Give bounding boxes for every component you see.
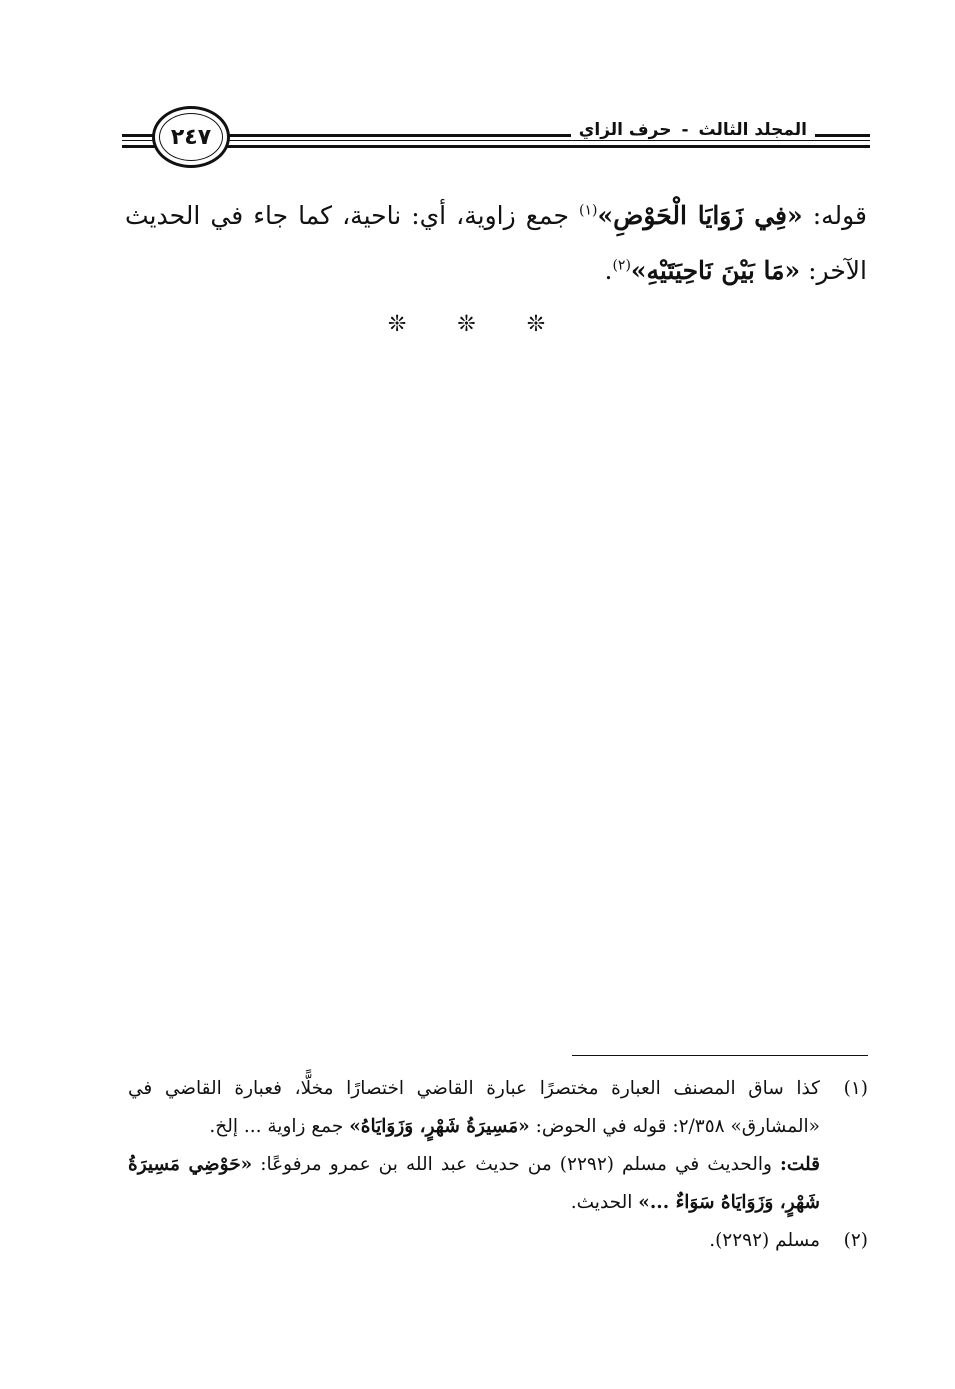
footnotes: [128, 1070, 868, 1260]
chapter-label: حرف الزاي: [578, 120, 672, 140]
footnote-1-label: قلت:: [780, 1154, 820, 1175]
running-header: [122, 100, 870, 180]
volume-label: المجلد الثالث: [698, 120, 807, 140]
footnote-1-para-1: [128, 1070, 820, 1146]
paragraph-end: .: [604, 256, 613, 285]
footnote-1-text: كذا ساق المصنف العبارة مختصرًا عبارة القاضي اختصارًا مخلًّا، فعبارة القاضي في «المشارق» ٢/٣٥٨: قوله في الحوض:: [128, 1078, 820, 1137]
footnote-1-para-2: [128, 1146, 820, 1222]
footnote-1-para-2-text: والحديث في مسلم (٢٢٩٢) من حديث عبد الله بن عمرو مرفوعًا:: [260, 1154, 772, 1175]
footnote-1-quote: «مَسِيرَةُ شَهْرٍ، وَزَوَايَاهُ»: [349, 1116, 530, 1137]
footnote-1-end: الحديث.: [570, 1192, 633, 1213]
footnote-2: [128, 1222, 868, 1260]
footnote-2-body: مسلم (٢٢٩٢).: [709, 1230, 820, 1251]
footnote-1-quote-2: «حَوْضِي مَسِيرَةُ شَهْرٍ، وَزَوَايَاهُ سَوَاءٌ ...»: [128, 1154, 820, 1213]
main-paragraph: [125, 188, 867, 298]
header-dash: -: [681, 120, 689, 140]
footnote-1-body: [128, 1070, 820, 1222]
footnote-1-number: (١): [843, 1078, 868, 1099]
hadith-quote-2: «مَا بَيْنَ نَاحِيَتَيْهِ»: [630, 256, 801, 285]
paragraph-lead: قوله:: [812, 201, 867, 230]
page-number-badge: [152, 106, 230, 168]
footnote-2-number: (٢): [843, 1230, 868, 1251]
header-rule-middle: [122, 140, 870, 141]
footnote-1: [128, 1070, 868, 1222]
footnote-1-tail: جمع زاوية ... إلخ.: [209, 1116, 344, 1137]
header-rule-bottom: [122, 145, 870, 148]
footnote-ref-1[interactable]: (١): [579, 202, 598, 219]
section-separator: ❊ ❊ ❊: [387, 312, 568, 337]
footnote-ref-2[interactable]: (٢): [612, 257, 631, 274]
hadith-quote-1: «فِي زَوَايَا الْحَوْضِ»: [597, 201, 803, 230]
paragraph-text: جمع زاوية، أي: ناحية، كما جاء في الحديث الآخر:: [125, 201, 867, 285]
header-title: [571, 120, 815, 140]
footnote-divider: [572, 1055, 868, 1056]
page-number: ٢٤٧: [159, 113, 223, 161]
